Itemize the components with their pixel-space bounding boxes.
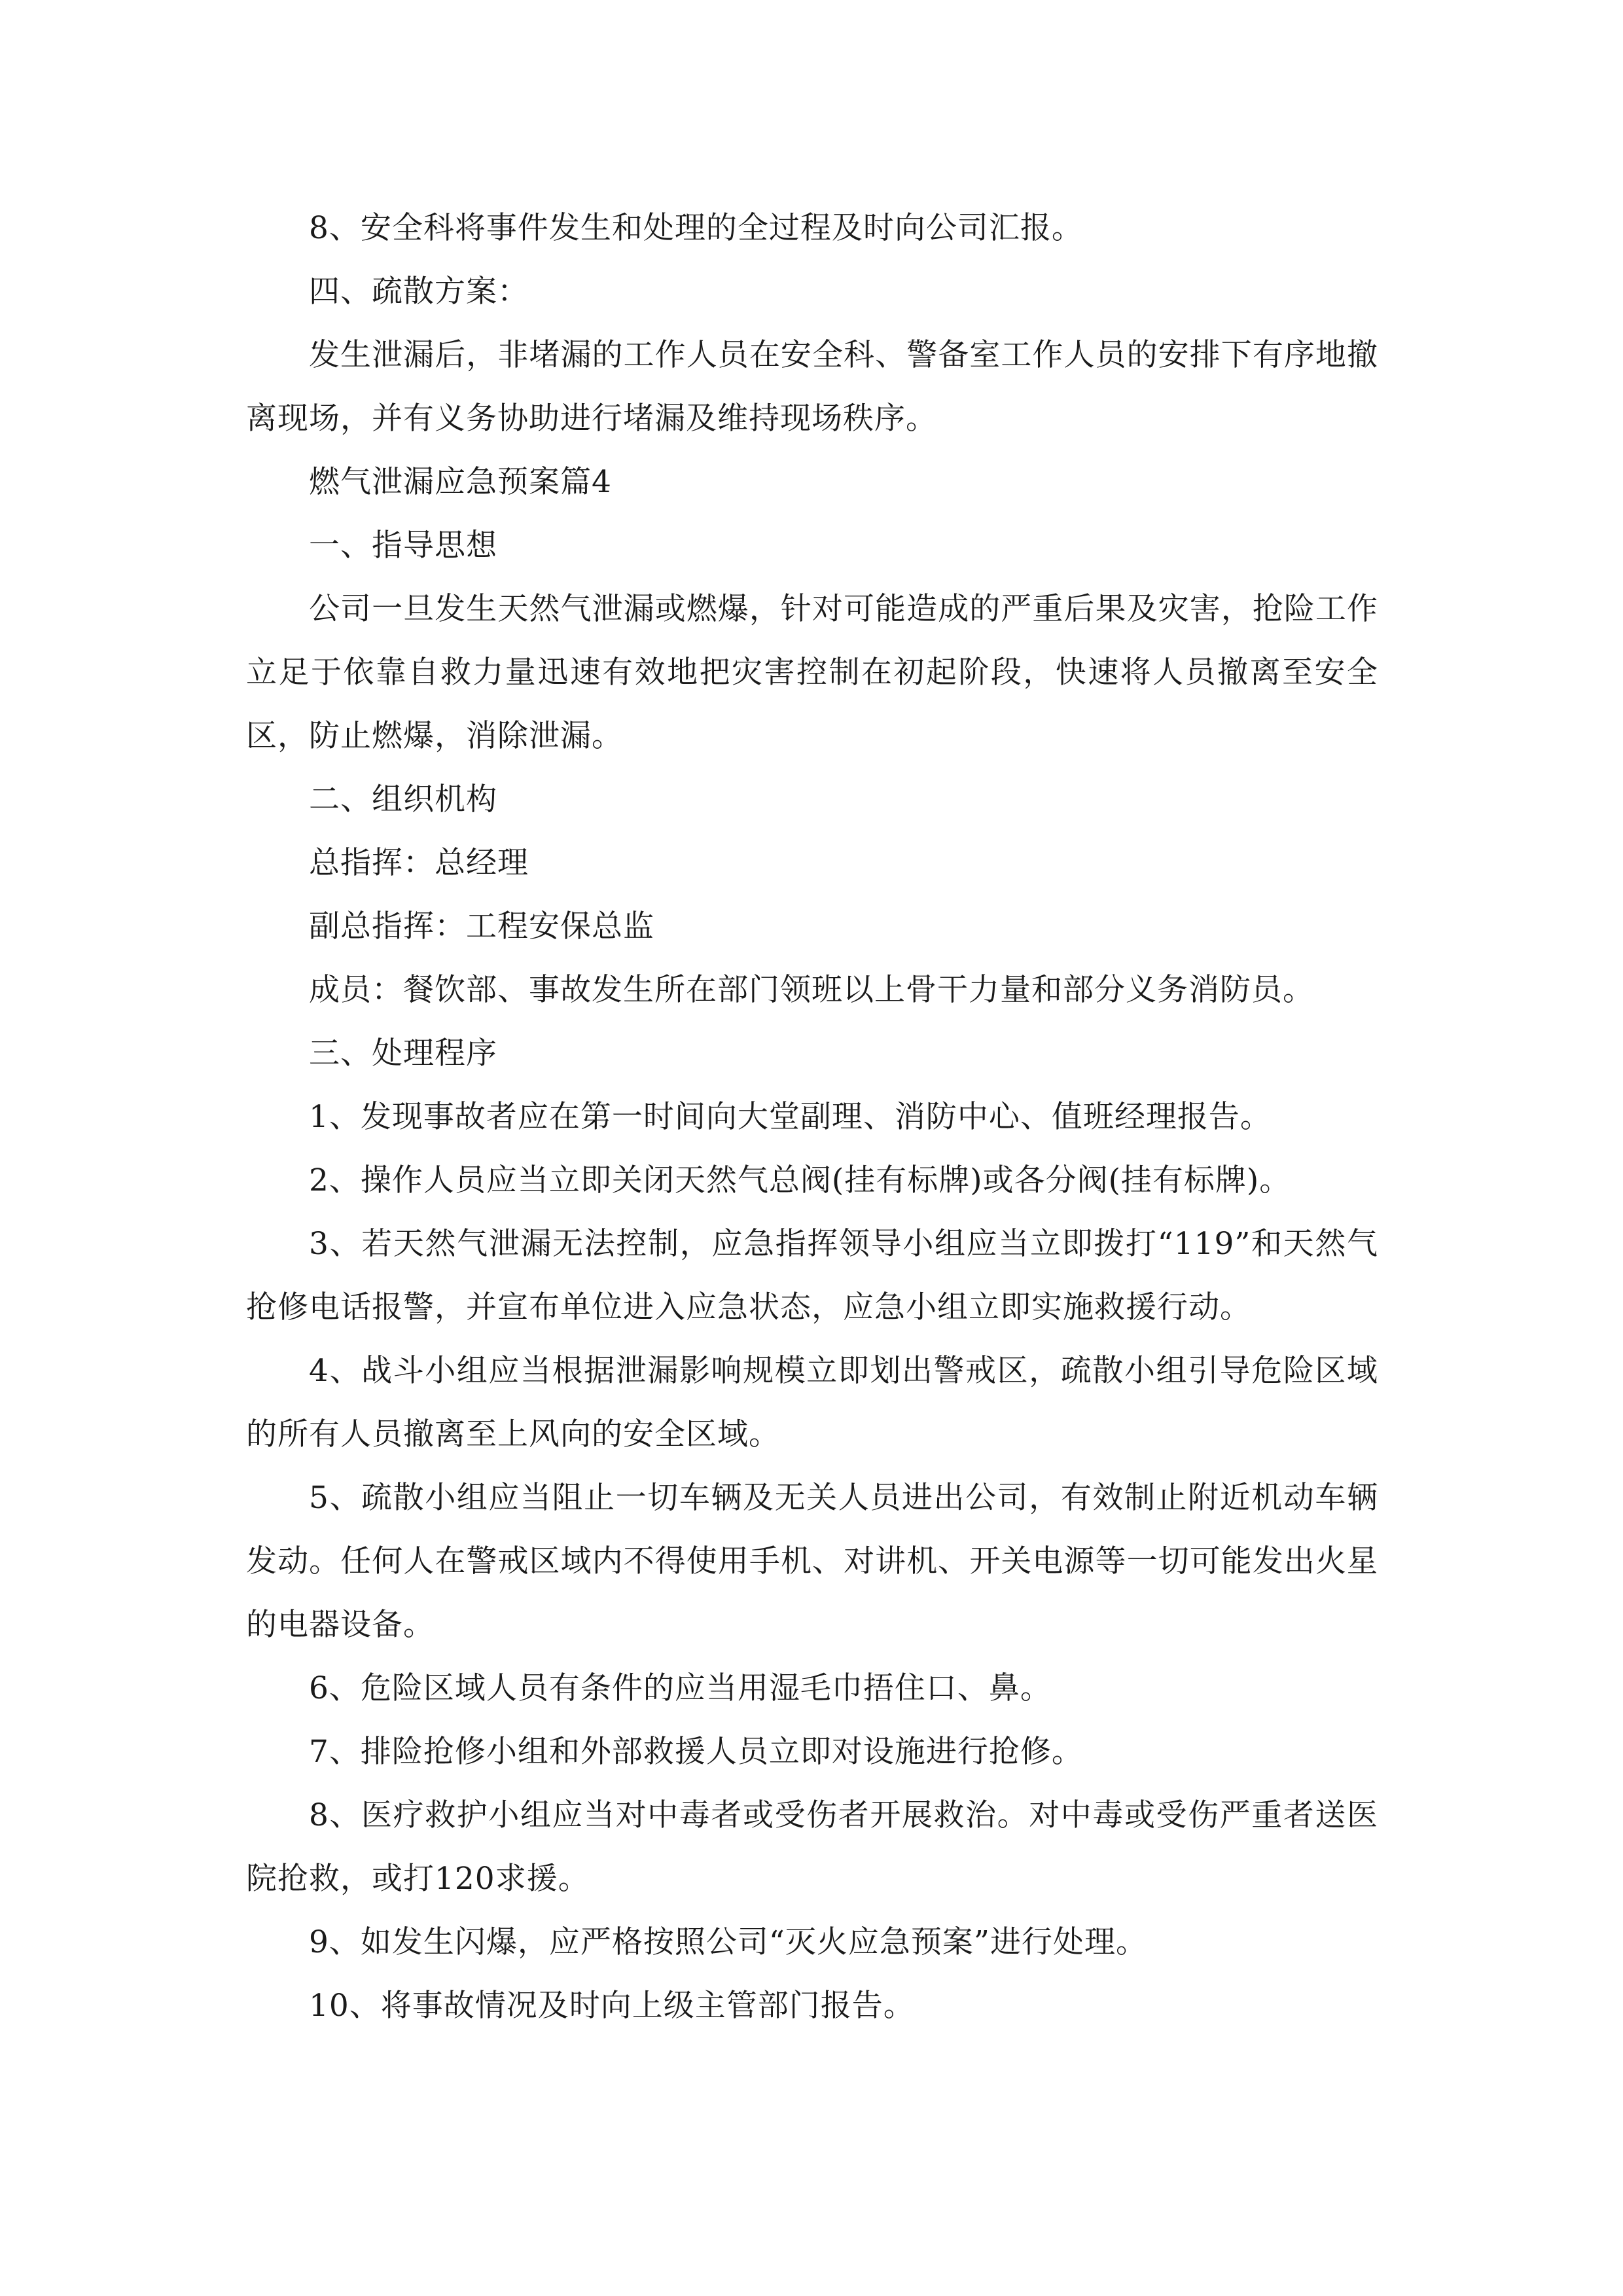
procedure-step-5: 5、疏散小组应当阻止一切车辆及无关人员进出公司，有效制止附近机动车辆发动。任何人在警戒区域内不得使用手机、对讲机、开关电源等一切可能发出火星的电器设备。 xyxy=(246,1480,1378,1643)
heading-evacuation-plan: 四、疏散方案： xyxy=(309,274,529,310)
deputy-commander-line: 副总指挥：工程安保总监 xyxy=(309,908,654,944)
procedure-step-4: 4、战斗小组应当根据泄漏影响规模立即划出警戒区，疏散小组引导危险区域的所有人员撤离至上风向的安全区域。 xyxy=(246,1353,1378,1452)
procedure-step-9: 9、如发生闪爆，应严格按照公司“灭火应急预案”进行处理。 xyxy=(309,1924,1147,1960)
procedure-step-8: 8、医疗救护小组应当对中毒者或受伤者开展救治。对中毒或受伤严重者送医院抢救，或打120求援。 xyxy=(246,1797,1378,1897)
heading-guiding-principle: 一、指导思想 xyxy=(309,528,497,564)
procedure-step-3: 3、若天然气泄漏无法控制，应急指挥领导小组应当立即拨打“119”和天然气抢修电话报警，并宣布单位进入应急状态，应急小组立即实施救援行动。 xyxy=(246,1226,1378,1325)
heading-procedure: 三、处理程序 xyxy=(309,1035,497,1071)
paragraph-guiding-principle: 公司一旦发生天然气泄漏或燃爆，针对可能造成的严重后果及灾害，抢险工作立足于依靠自救力量迅速有效地把灾害控制在初起阶段，快速将人员撤离至安全区，防止燃爆，消除泄漏。 xyxy=(246,591,1378,754)
procedure-step-2: 2、操作人员应当立即关闭天然气总阀(挂有标牌)或各分阀(挂有标牌)。 xyxy=(309,1162,1291,1198)
procedure-step-7: 7、排险抢修小组和外部救援人员立即对设施进行抢修。 xyxy=(309,1734,1083,1770)
procedure-step-1: 1、发现事故者应在第一时间向大堂副理、消防中心、值班经理报告。 xyxy=(309,1099,1272,1135)
procedure-step-10: 10、将事故情况及时向上级主管部门报告。 xyxy=(309,1988,915,2024)
commander-line: 总指挥：总经理 xyxy=(309,845,529,881)
paragraph-evacuation: 发生泄漏后，非堵漏的工作人员在安全科、警备室工作人员的安排下有序地撤离现场，并有义务协助进行堵漏及维持现场秩序。 xyxy=(246,337,1378,437)
members-line: 成员：餐饮部、事故发生所在部门领班以上骨干力量和部分义务消防员。 xyxy=(309,972,1314,1008)
procedure-step-6: 6、危险区域人员有条件的应当用湿毛巾捂住口、鼻。 xyxy=(309,1670,1052,1706)
paragraph-report-step-8: 8、安全科将事件发生和处理的全过程及时向公司汇报。 xyxy=(309,210,1083,246)
heading-organization: 二、组织机构 xyxy=(309,781,497,817)
document-body xyxy=(246,196,1378,2037)
section-title: 燃气泄漏应急预案篇4 xyxy=(309,464,612,500)
